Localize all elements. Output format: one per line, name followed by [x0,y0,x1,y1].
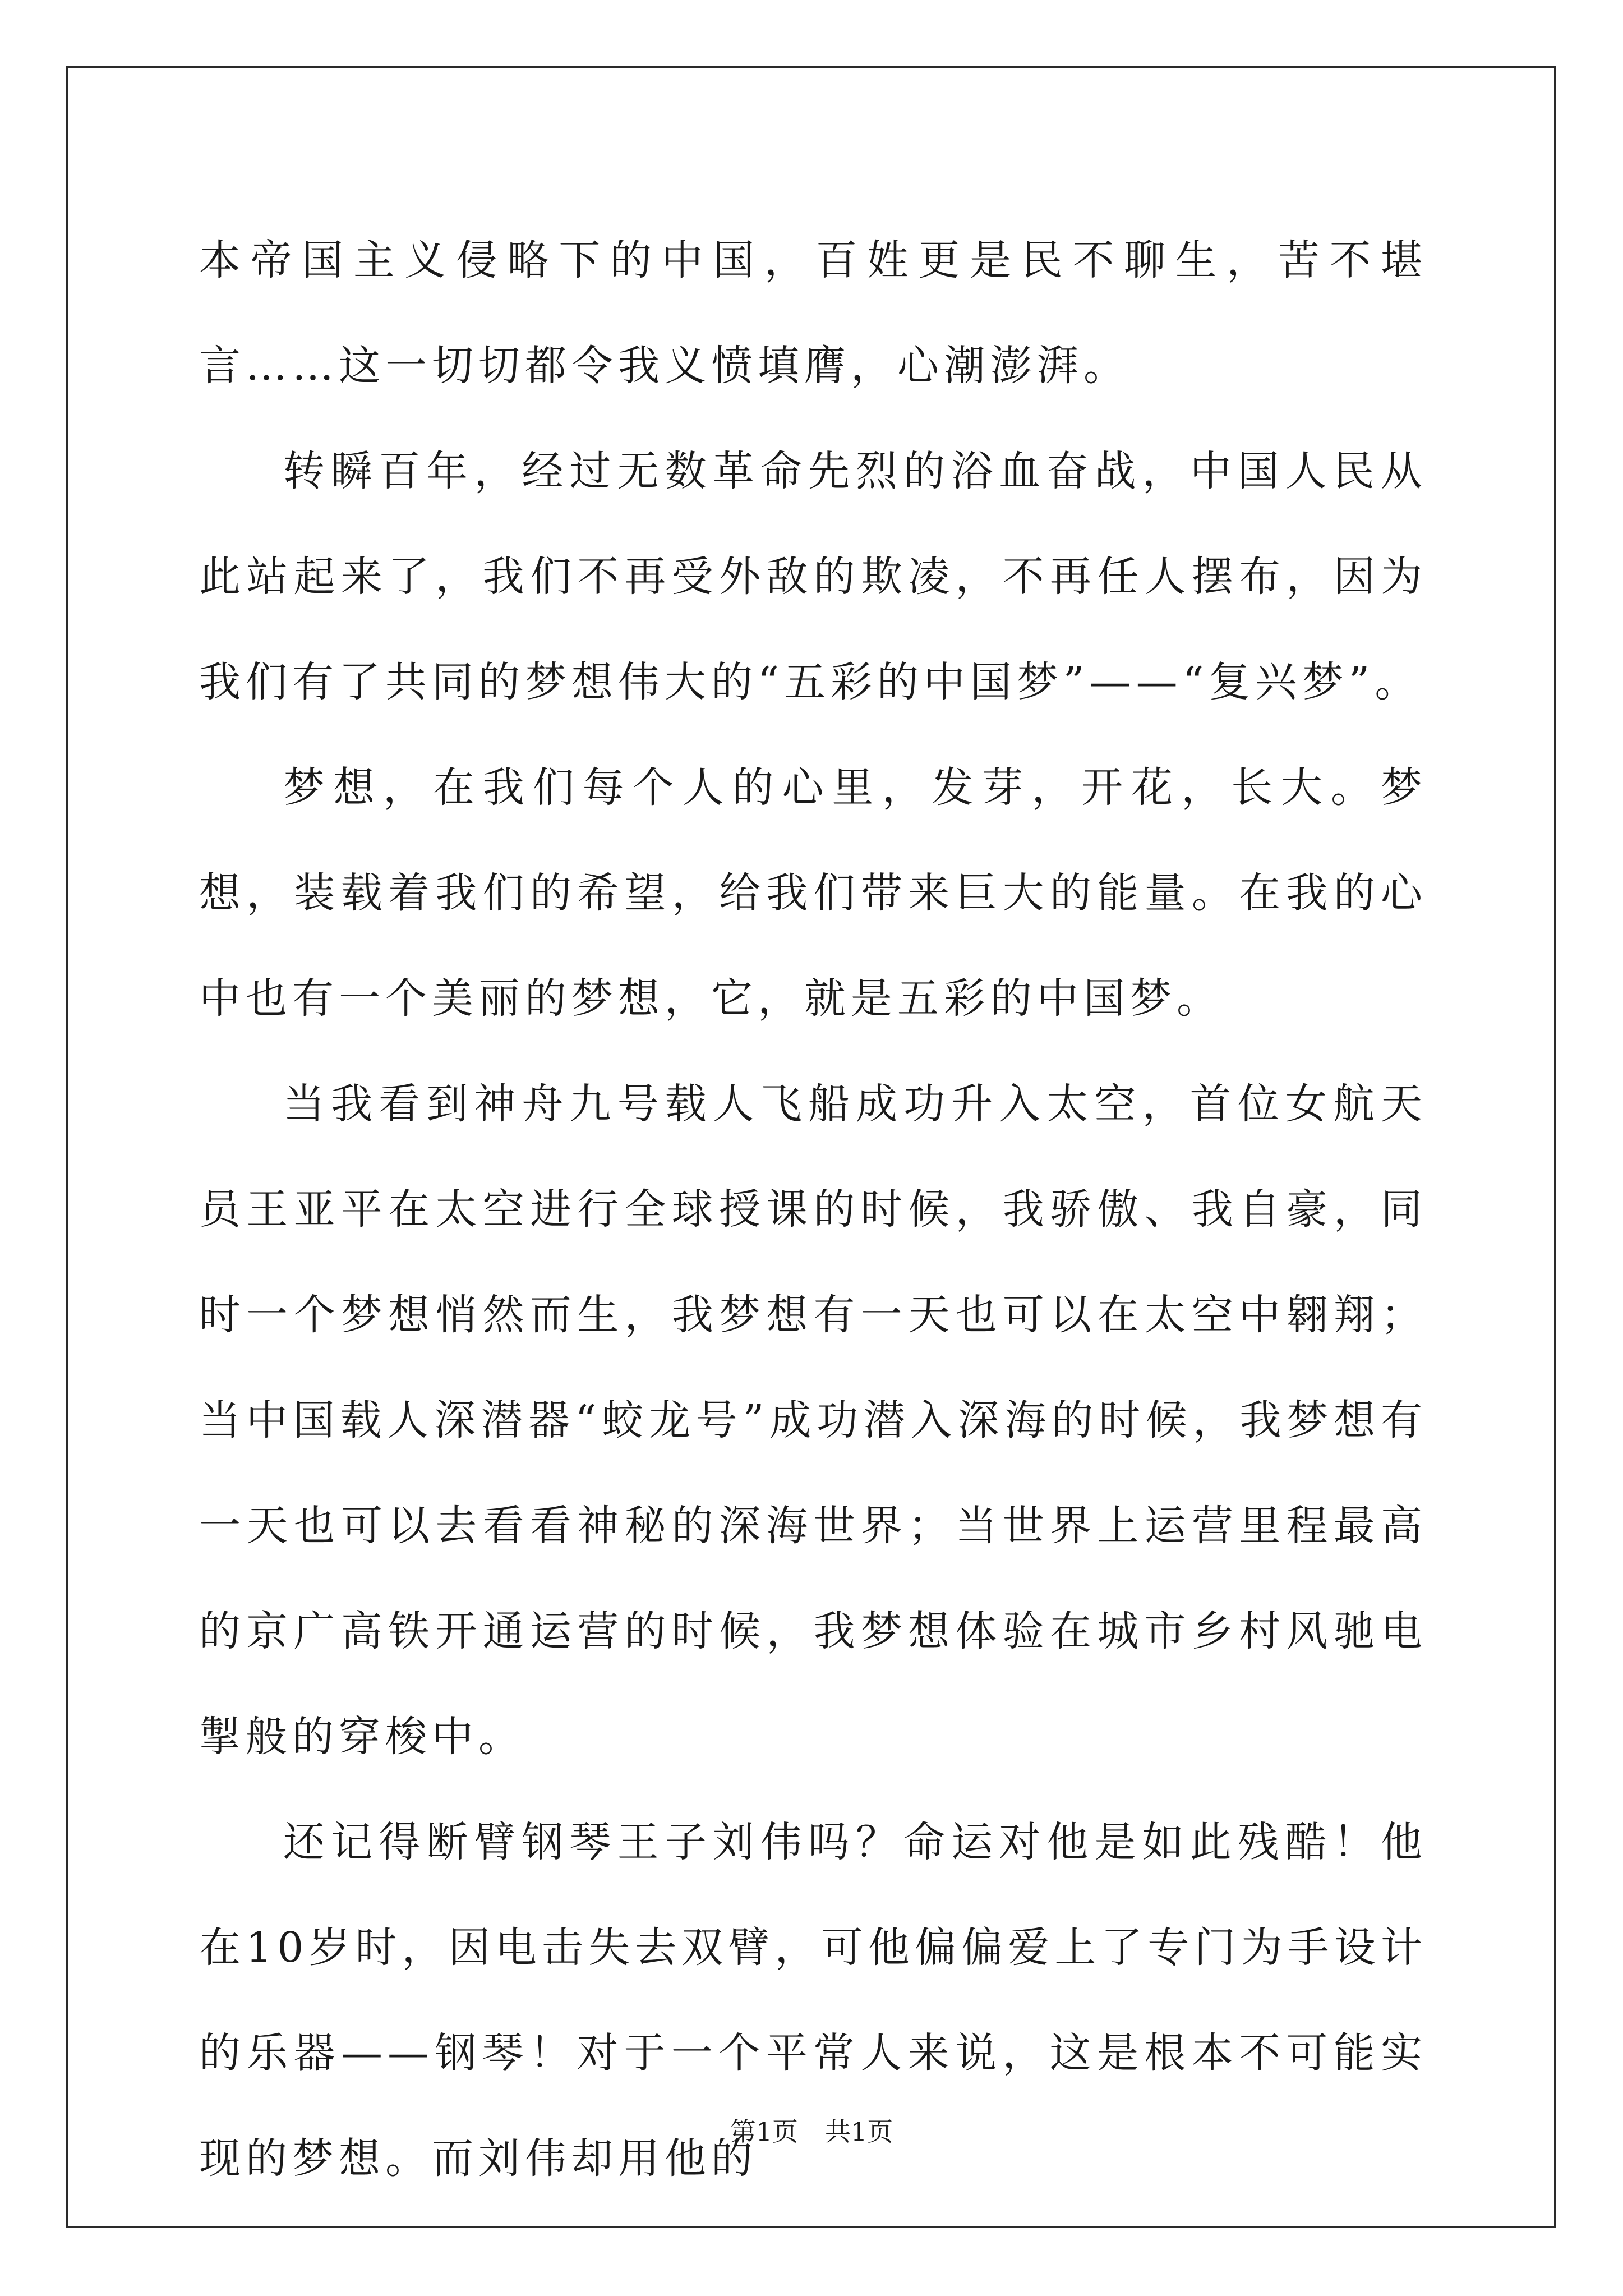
paragraph-continuation: 本帝国主义侵略下的中国，百姓更是民不聊生，苦不堪言……这一切切都令我义愤填膺，心潮澎湃。 [199,236,1427,390]
paragraph-dream-growth: 梦想，在我们每个人的心里，发芽，开花，长大。梦想，装载着我们的希望，给我们带来巨大的能量。在我的心中也有一个美丽的梦想，它，就是五彩的中国梦。 [199,763,1427,1023]
document-body [199,208,1427,2211]
page-total: 共1页 [825,2116,893,2147]
page-number: 第1页 [730,2116,798,2147]
paragraph-achievements: 当我看到神舟九号载人飞船成功升入太空，首位女航天员王亚平在太空进行全球授课的时候，我骄傲、我自豪，同时一个梦想悄然而生，我梦想有一天也可以在太空中翱翔；当中国载人深潜器“蛟龙号”成功潜入深海的时候，我梦想有一天也可以去看看神秘的深海世界；当世界上运营里程最高的京广高铁开通运营的时候，我梦想体验在城市乡村风驰电掣般的穿梭中。 [199,1080,1427,1761]
paragraph-revival-dream: 转瞬百年，经过无数革命先烈的浴血奋战，中国人民从此站起来了，我们不再受外敌的欺凌，不再任人摆布，因为我们有了共同的梦想伟大的“五彩的中国梦”——“复兴梦”。 [199,447,1427,706]
page-footer [0,2115,1623,2148]
paragraph-liu-wei: 还记得断臂钢琴王子刘伟吗？命运对他是如此残酷！他在10岁时，因电击失去双臂，可他偏偏爱上了专门为手设计的乐器——钢琴！对于一个平常人来说，这是根本不可能实现的梦想。而刘伟却用他的 [199,1818,1427,2183]
